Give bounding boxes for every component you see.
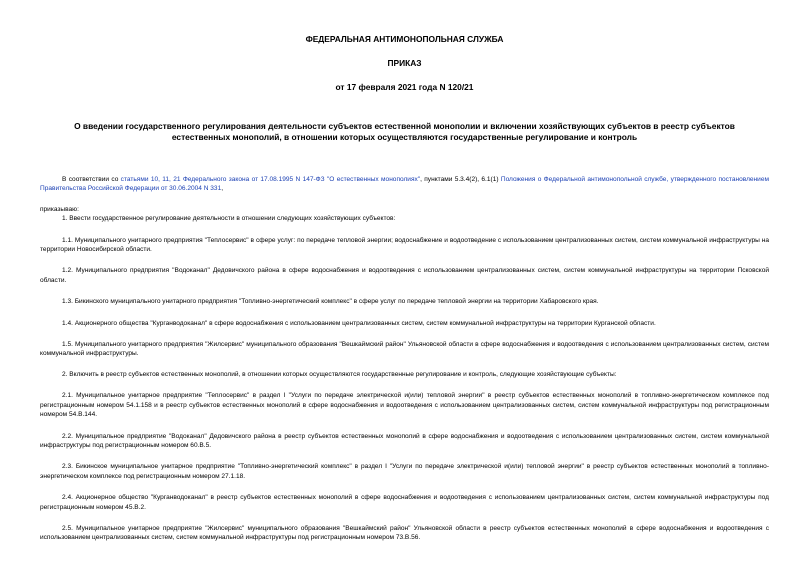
order-item-2-3: 2.3. Бикинское муниципальное унитарное предприятие "Топливно-энергетический комплекс" в раздел I "Услуги по передаче электрической и(или) тепловой энергии" в реестр субъектов естественных монополий в топливно-энергетическом комплексе под регистрационным номером 27.1.18. xyxy=(40,463,769,480)
order-item-1-4: 1.4. Акционерного общества "Курганводоканал" в сфере водоснабжения с использованием централизованных систем, систем коммунальной инфраструктуры на территории Курганской области. xyxy=(62,319,656,327)
order-item-2: 2. Включить в реестр субъектов естественных монополий, в отношении которых осуществляются государственные регулирование и контроль, следующие хозяйствующие субъекты: xyxy=(62,370,617,378)
document-date: от 17 февраля 2021 года N 120/21 xyxy=(335,82,474,92)
order-item-1: 1. Ввести государственное регулирование деятельности в отношении следующих хозяйствующих субъектов: xyxy=(62,215,396,223)
legal-basis-paragraph xyxy=(40,175,769,194)
order-item-1-3: 1.3. Бикинского муниципального унитарного предприятия "Топливно-энергетический комплекс" в сфере услуг по передаче тепловой энергии на территории Хабаровского края. xyxy=(62,298,599,306)
basis-suffix: , xyxy=(221,185,224,193)
organization-name: ФЕДЕРАЛЬНАЯ АНТИМОНОПОЛЬНАЯ СЛУЖБА xyxy=(305,34,504,44)
federal-law-link[interactable]: статьями 10, 11, 21 Федерального закона от 17.08.1995 N 147-ФЗ "О естественных монополиях" xyxy=(120,176,421,183)
order-item-1-2: 1.2. Муниципального предприятия "Водоканал" Дедовичского района в сфере водоснабжения и водоотведения с использованием централизованных систем, систем коммунальной инфраструктуры на территории Псковской области. xyxy=(40,267,769,284)
order-item-2-4: 2.4. Акционерное общество "Курганводоканал" в реестр субъектов естественных монополий в сфере водоснабжения и водоотведения с использованием централизованных систем, систем коммунальной инфраструктуры под регистрационным номером 45.В.2. xyxy=(40,494,769,511)
orders-label: приказываю: xyxy=(40,205,79,213)
order-item-1-5: 1.5. Муниципального унитарного предприятия "Жилсервис" муниципального образования "Вешкаймский район" Ульяновской области в сфере водоснабжения и водоотведения с использованием централизованных систем, систем коммунальной инфраструктуры. xyxy=(40,341,769,358)
basis-middle: , пунктами 5.3.4(2), 6.1(1) xyxy=(420,176,501,183)
order-item-2-1: 2.1. Муниципальное унитарное предприятие "Теплосервис" в раздел I "Услуги по передаче электрической и(или) тепловой энергии" в реестр субъектов естественных монополий в топливно-энергетическом комплексе под регистрационным номером 54.1.158 и в реестр субъектов естественных монополий в сфере водоснабжения и водоотведения с использованием централизованных систем, систем коммунальной инфраструктуры под регистрационным номером 54.В.144. xyxy=(40,392,769,419)
document-type: ПРИКАЗ xyxy=(387,58,422,68)
document-title: О введении государственного регулирования деятельности субъектов естественной монополии и включении хозяйствующих субъектов в реестр субъектов естественных монополий, в отношении которых осуществляются государственные регулирование и контроль xyxy=(74,121,735,142)
basis-prefix: В соответствии со xyxy=(62,176,121,183)
fas-regulation-link[interactable]: Положения о Федеральной антимонопольной службе, утвержденного постановлением Правительства Российской Федерации от 30.06.2004 N 331 xyxy=(40,176,769,193)
order-item-1-1: 1.1. Муниципального унитарного предприятия "Теплосервис" в сфере услуг: по передаче тепловой энергии; водоснабжение и водоотведение с использованием централизованных систем, систем коммунальной инфраструктуры на территории Новосибирской области. xyxy=(40,236,769,254)
order-item-2-5: 2.5. Муниципальное унитарное предприятие "Жилсервис" муниципального образования "Вешкаймский район" Ульяновской области в реестр субъектов естественных монополий в сфере водоснабжения и водоотведения с использованием централизованных систем, систем коммунальной инфраструктуры под регистрационным номером 73.В.56. xyxy=(40,524,769,542)
order-item-2-2: 2.2. Муниципальное предприятие "Водоканал" Дедовичского района в реестр субъектов естественных монополий в сфере водоснабжения и водоотведения с использованием централизованных систем, систем коммунальной инфраструктуры под регистрационным номером 60.В.5. xyxy=(40,432,769,449)
